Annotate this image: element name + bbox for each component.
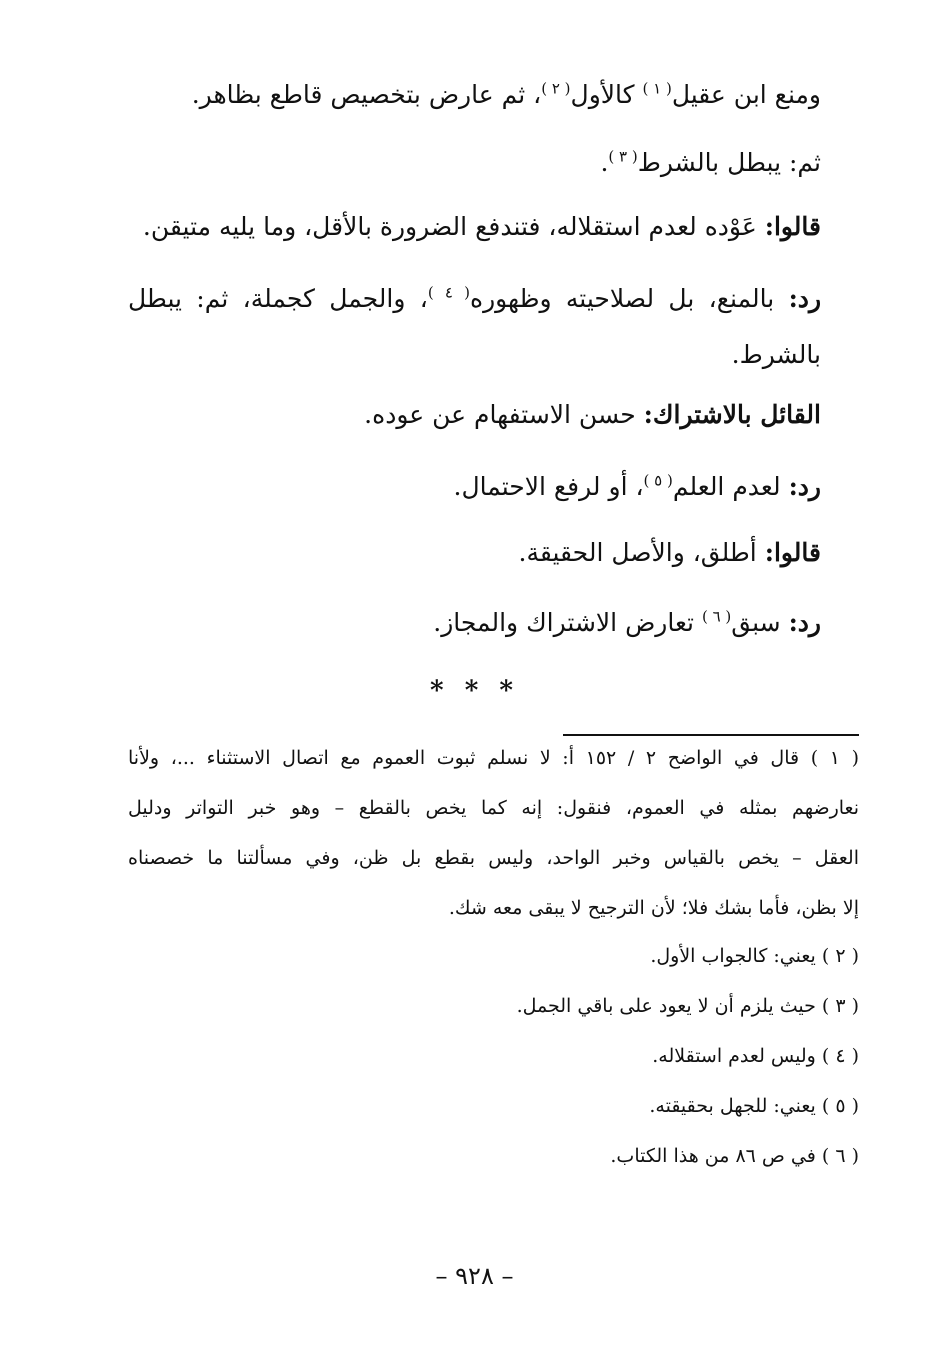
text-run: ، والجمل كجملة، ثم: يبطل	[128, 284, 428, 313]
paragraph-1	[128, 78, 821, 112]
paragraph-3	[128, 210, 821, 244]
reply-label: رد:	[788, 284, 822, 313]
text-run: أطلق، والأصل الحقيقة.	[518, 538, 765, 567]
section-separator: * * *	[430, 676, 519, 706]
paragraph-4-line-2	[128, 338, 821, 372]
text-run: بالمنع، بل لصلاحيته وظهوره	[469, 284, 789, 313]
text-run: بالشرط.	[731, 340, 821, 369]
text-run: تعارض الاشتراك والمجاز.	[433, 608, 702, 637]
text-run: ثم: يبطل بالشرط	[637, 148, 821, 177]
footnote-1-line-1: ( ١ ) قال في الواضح ٢ / ١٥٢ أ: لا نسلم ثبوت العموم مع اتصال الاستثناء ...، ولأنا	[128, 747, 859, 769]
footnote-ref-2[interactable]: ( ٢ )	[541, 79, 571, 98]
reply-label: رد:	[788, 608, 821, 637]
text-run: عَوْده لعدم استقلاله، فتندفع الضرورة بالأقل، وما يليه متيقن.	[142, 212, 765, 241]
reply-label: رد:	[788, 472, 821, 501]
speaker-label: قالوا:	[764, 212, 821, 241]
page-number: – ٩٢٨ –	[435, 1262, 514, 1290]
footnote-ref-3[interactable]: ( ٣ )	[608, 147, 638, 166]
paragraph-7	[128, 536, 821, 570]
speaker-label: القائل بالاشتراك:	[643, 400, 821, 429]
footnote-1-line-2: نعارضهم بمثله في العموم، فنقول: إنه كما يخص بالقطع – وهو خبر التواتر ودليل	[128, 797, 859, 819]
text-run: سبق	[731, 608, 789, 637]
footnote-divider	[563, 734, 859, 736]
footnote-ref-5[interactable]: ( ٥ )	[643, 471, 673, 490]
footnote-1-line-4: إلا بظن، فأما بشك فلا؛ لأن الترجيح لا يبقى معه شك.	[448, 897, 859, 919]
paragraph-4-line-1	[128, 282, 821, 316]
footnote-4: ( ٤ ) وليس لعدم استقلاله.	[652, 1045, 859, 1067]
footnote-2: ( ٢ ) يعني: كالجواب الأول.	[650, 945, 859, 967]
paragraph-8	[128, 606, 821, 640]
text-run: كالأول	[570, 80, 643, 109]
footnote-ref-6[interactable]: ( ٦ )	[701, 607, 732, 626]
footnote-ref-4[interactable]: ( ٤ )	[427, 283, 470, 302]
footnote-6: ( ٦ ) في ص ٨٦ من هذا الكتاب.	[610, 1145, 859, 1167]
text-run: ، أو لرفع الاحتمال.	[453, 472, 644, 501]
footnote-ref-1[interactable]: ( ١ )	[642, 79, 672, 98]
paragraph-2	[128, 146, 821, 180]
paragraph-5	[128, 398, 821, 432]
text-run: .	[600, 148, 609, 177]
paragraph-6	[128, 470, 821, 504]
text-run: ومنع ابن عقيل	[671, 80, 821, 109]
speaker-label: قالوا:	[764, 538, 821, 567]
text-run: حسن الاستفهام عن عوده.	[364, 400, 644, 429]
footnote-1-line-3: العقل – يخص بالقياس وخبر الواحد، وليس بقطع بل ظن، وفي مسألتنا ما خصصناه	[128, 847, 859, 869]
text-run: ، ثم عارض بتخصيص قاطع بظاهر.	[191, 80, 542, 109]
footnote-5: ( ٥ ) يعني: للجهل بحقيقته.	[649, 1095, 859, 1117]
footnote-3: ( ٣ ) حيث يلزم أن لا يعود على باقي الجمل.	[516, 995, 859, 1017]
text-run: لعدم العلم	[672, 472, 789, 501]
